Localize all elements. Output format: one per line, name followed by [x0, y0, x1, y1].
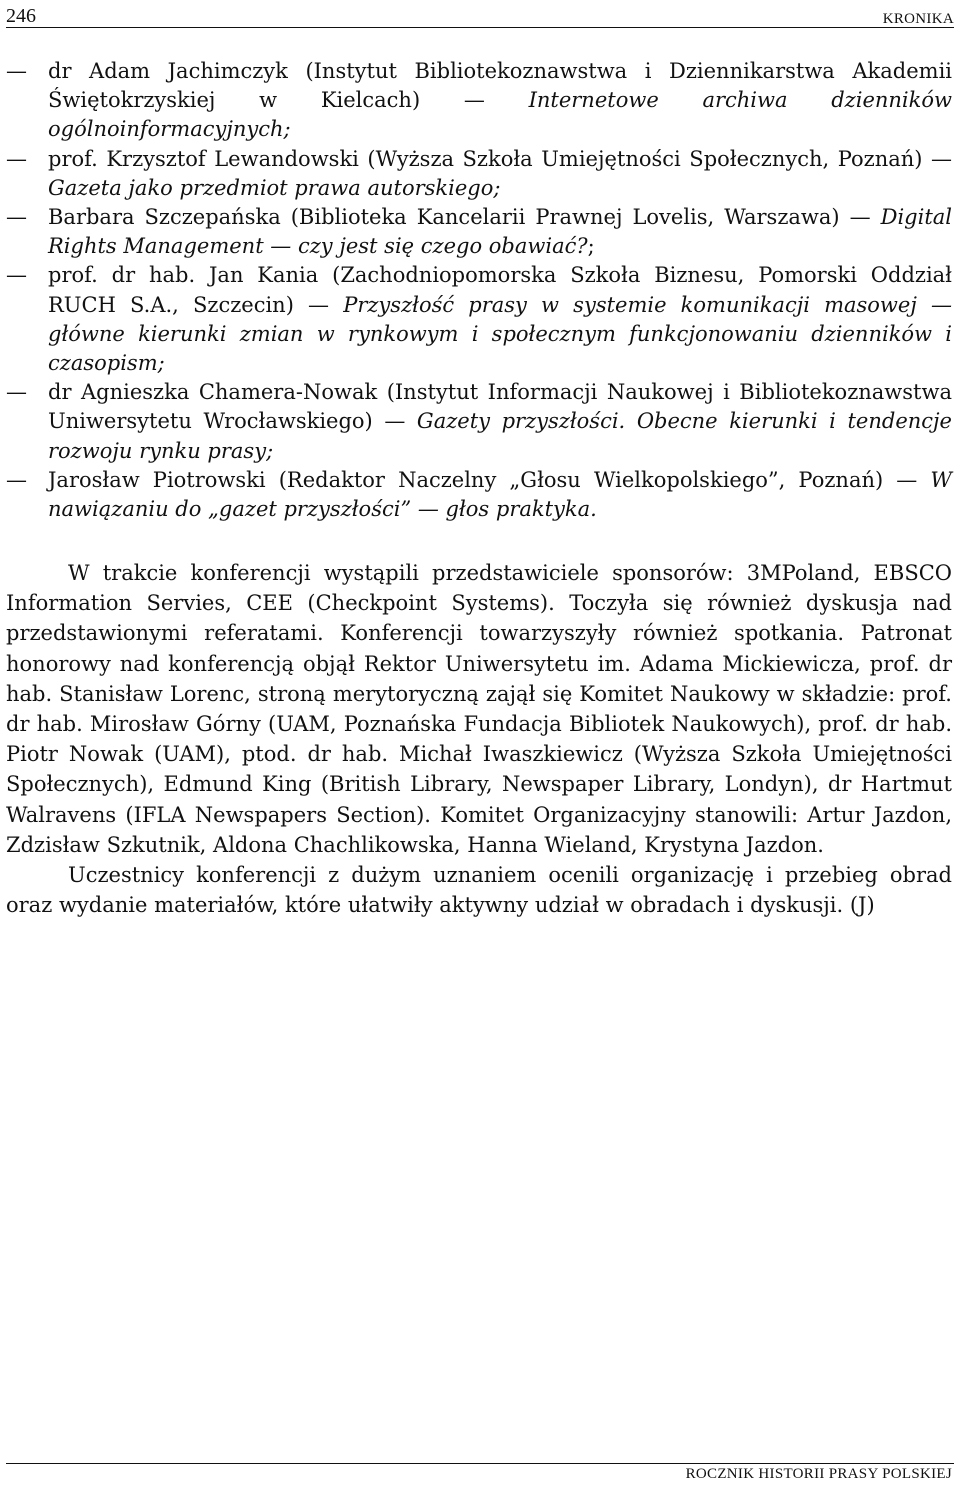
list-item — [6, 466, 952, 524]
list-dash: — — [6, 59, 27, 83]
list-dash: — — [6, 380, 27, 405]
speaker-name-affiliation: dr Agnieszka Chamera-Nowak (Instytut Informacji Naukowej i Bibliotekoznawstwa Uniwersytetu Wrocławskiego) — — [48, 380, 952, 434]
talk-tail: ; — [587, 234, 595, 259]
talk-title: Gazety przyszłości. Obecne kierunki i tendencje rozwoju rynku prasy; — [48, 409, 952, 463]
list-item — [6, 203, 952, 261]
talk-title: Przyszłość prasy w systemie komunikacji masowej — główne kierunki zmian w rynkowym i społecznym funkcjonowaniu dzienników i czasopism; — [48, 292, 952, 376]
talk-title: W nawiązaniu do „gazet przyszłości” — głos praktyka. — [48, 467, 952, 522]
paragraph: Uczestnicy konferencji z dużym uznaniem ocenili organizację i przebieg obrad oraz wydanie materiałów, które ułatwiły aktywny udział w obradach i dyskusji. (J) — [6, 863, 952, 918]
journal-title: ROCZNIK HISTORII PRASY POLSKIEJ — [685, 1466, 952, 1482]
talk-title: Internetowe archiwa dzienników ogólnoinformacyjnych; — [48, 88, 952, 142]
list-item — [6, 261, 952, 378]
list-dash: — — [6, 263, 27, 288]
speaker-list — [6, 57, 952, 524]
talk-title: Digital Rights Management — czy jest się czego obawiać? — [48, 205, 952, 259]
list-dash: — — [6, 467, 27, 492]
speaker-name-affiliation: Barbara Szczepańska (Biblioteka Kancelarii Prawnej Lovelis, Warszawa) — — [48, 205, 881, 230]
list-item — [6, 378, 952, 466]
paragraph: W trakcie konferencji wystąpili przedstawiciele sponsorów: 3MPoland, EBSCO Information Servies, CEE (Checkpoint Systems). Toczyła się również dyskusja nad przedstawionymi referatami. Konferencji towarzyszyły również spotkania. Patronat honorowy nad konferencją objął Rektor Uniwersytetu im. Adama Mickiewicza, prof. dr hab. Stanisław Lorenc, stroną merytoryczną zajął się Komitet Naukowy w składzie: prof. dr hab. Mirosław Górny (UAM, Poznańska Fundacja Bibliotek Naukowych), prof. dr hab. Piotr Nowak (UAM), ptod. dr hab. Michał Iwaszkiewicz (Wyższa Szkoła Umiejętności Społecznych), Edmund King (British Library, Newspaper Library, Londyn), dr Hartmut Walravens (IFLA Newspapers Section). Komitet Organizacyjny stanowili: Artur Jazdon, Zdzisław Szkutnik, Aldona Chachlikowska, Hanna Wieland, Krystyna Jazdon. — [6, 561, 952, 857]
list-item — [6, 145, 952, 203]
list-dash: — — [6, 205, 27, 230]
speaker-name-affiliation: prof. dr hab. Jan Kania (Zachodniopomorska Szkoła Biznesu, Pomorski Oddział RUCH S.A., Szczecin) — — [48, 263, 952, 317]
section-title: KRONIKA — [882, 11, 954, 27]
page-number: 246 — [6, 5, 36, 27]
speaker-name-affiliation: prof. Krzysztof Lewandowski (Wyższa Szkoła Umiejętności Społecznych, Poznań) — — [48, 146, 952, 171]
talk-title: Gazeta jako przedmiot prawa autorskiego; — [48, 175, 501, 200]
speaker-name-affiliation: dr Adam Jachimczyk (Instytut Bibliotekoznawstwa i Dziennikarstwa Akademii Świętokrzyskiej w Kielcach) — — [48, 59, 952, 113]
list-item — [6, 57, 952, 145]
list-dash: — — [6, 146, 27, 171]
body-text — [6, 558, 952, 920]
header-rule — [6, 27, 954, 28]
speaker-name-affiliation: Jarosław Piotrowski (Redaktor Naczelny „Głosu Wielkopolskiego”, Poznań) — — [48, 467, 931, 492]
running-head — [6, 0, 954, 28]
footer-rule — [6, 1463, 954, 1464]
